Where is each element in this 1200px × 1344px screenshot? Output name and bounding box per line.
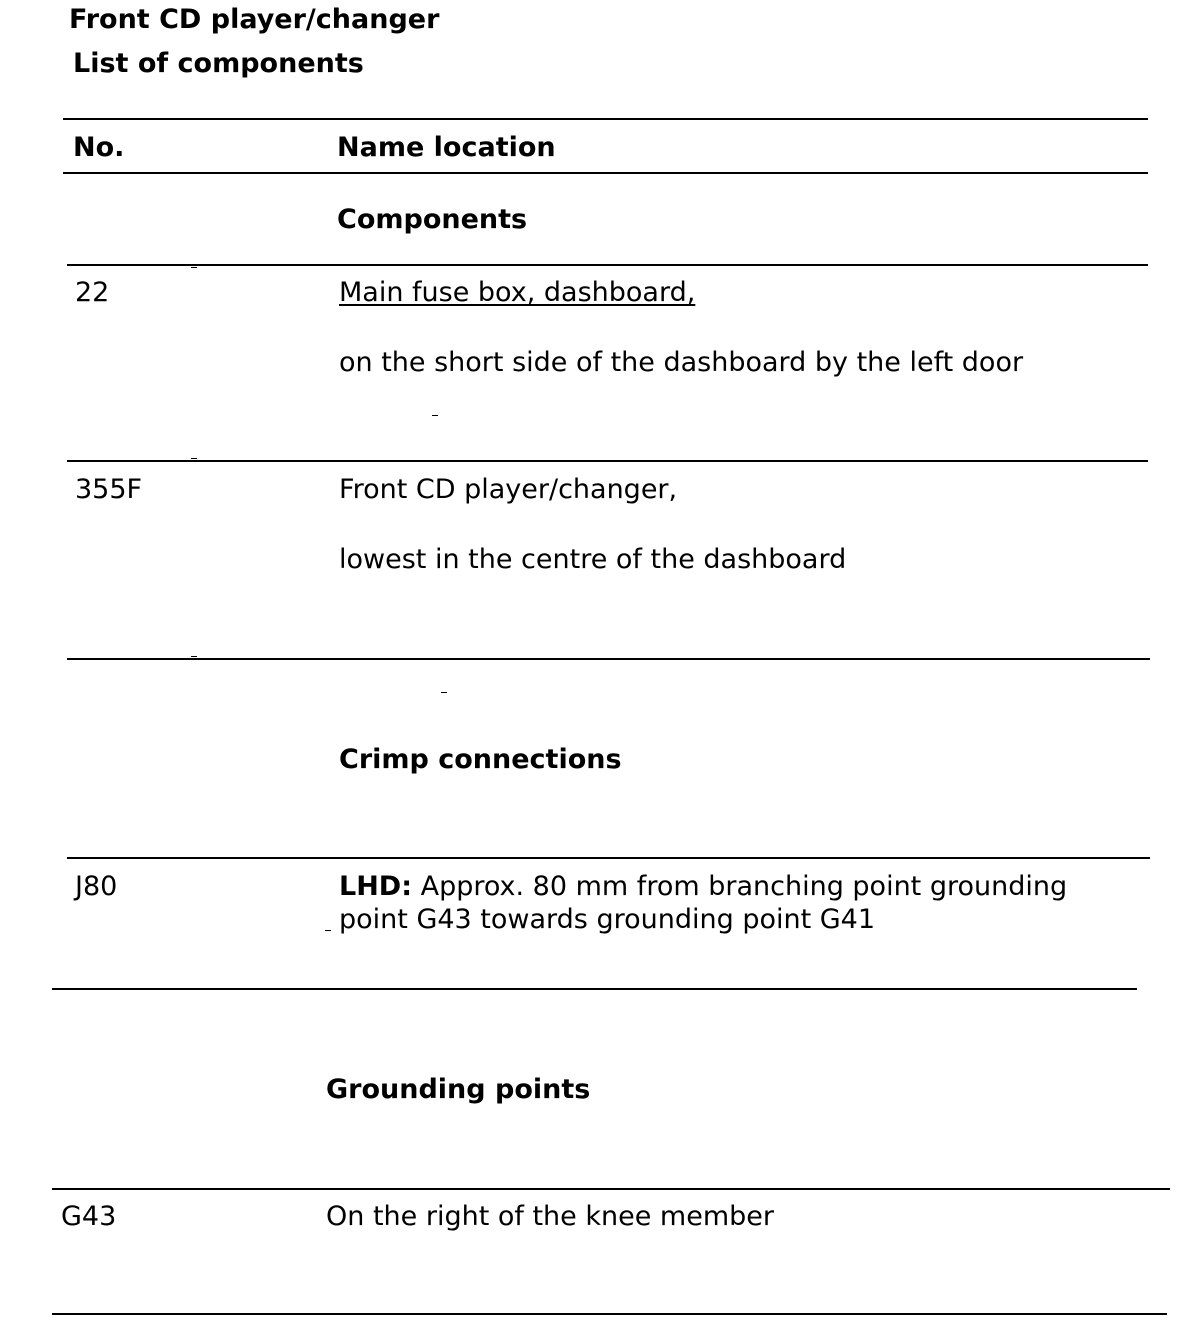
row-description-cont: point G43 towards grounding point G41 (339, 904, 876, 935)
table-header-rule (63, 172, 1148, 174)
table-top-rule (63, 118, 1148, 120)
row-rule (52, 988, 1137, 990)
row-location: On the right of the knee member (326, 1201, 774, 1232)
row-text: Approx. 80 mm from branching point grounding (412, 871, 1068, 902)
divider-mark (441, 692, 447, 693)
row-number: 22 (75, 277, 110, 308)
row-number: G43 (61, 1201, 117, 1232)
row-name: Main fuse box, dashboard, (339, 277, 696, 308)
section-heading-grounding-points: Grounding points (326, 1074, 591, 1105)
document-title: Front CD player/changer (69, 4, 440, 35)
column-header-name-location: Name location (337, 132, 556, 163)
column-header-no: No. (73, 132, 125, 163)
row-number: J80 (75, 871, 118, 902)
section-rule (67, 264, 1148, 266)
row-location: lowest in the centre of the dashboard (339, 544, 847, 575)
section-heading-crimp-connections: Crimp connections (339, 744, 622, 775)
row-rule (67, 658, 1150, 660)
section-rule (67, 857, 1150, 859)
row-description (339, 873, 1067, 900)
divider-mark (191, 458, 197, 459)
section-heading-components: Components (337, 204, 528, 235)
row-prefix: LHD: (339, 871, 413, 902)
document-subtitle: List of components (73, 48, 364, 79)
section-rule (52, 1188, 1170, 1190)
row-number: 355F (75, 474, 143, 505)
row-name: Front CD player/changer, (339, 474, 678, 505)
table-bottom-rule (52, 1313, 1167, 1315)
row-location: on the short side of the dashboard by the left door (339, 347, 1024, 378)
row-rule (67, 460, 1148, 462)
divider-mark (432, 415, 438, 416)
divider-mark (191, 267, 197, 268)
divider-mark (325, 930, 331, 931)
divider-mark (191, 656, 197, 657)
